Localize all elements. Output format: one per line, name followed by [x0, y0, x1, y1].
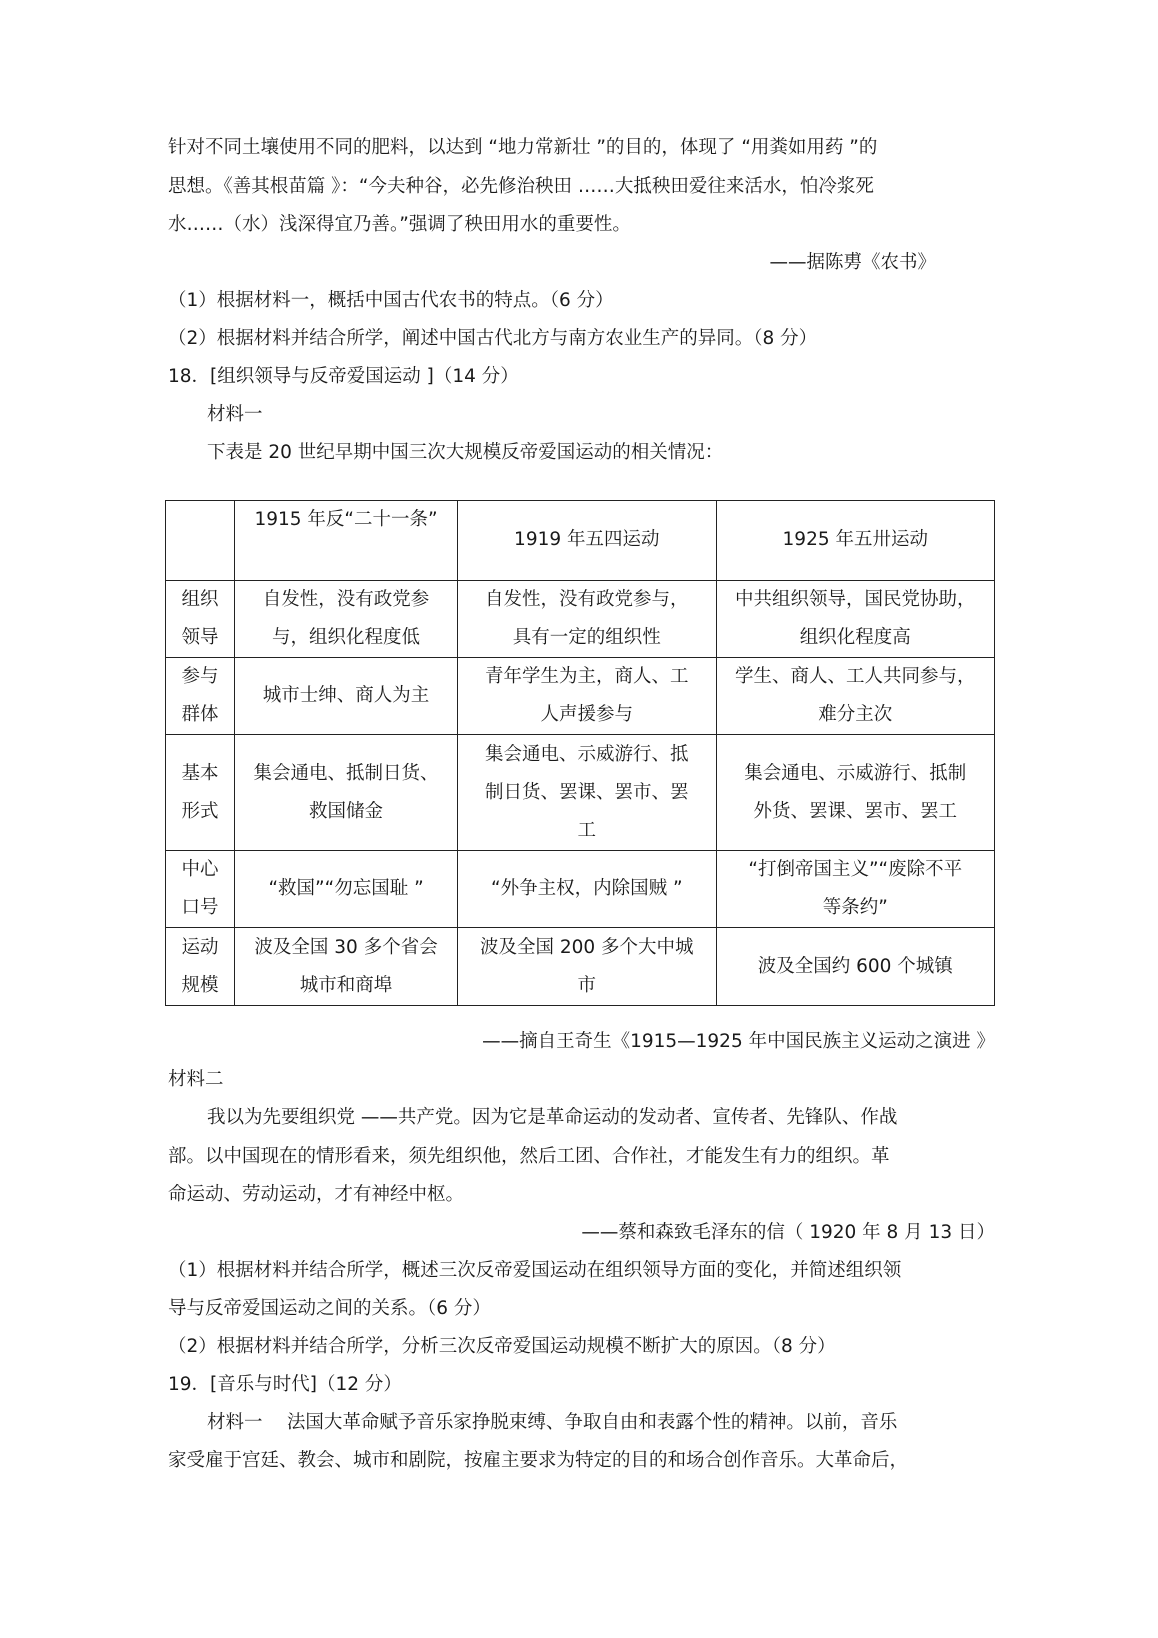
row-label: 组织 领导 [166, 581, 235, 658]
table-header-cell: 1915 年反“二十一条” [235, 501, 458, 581]
intro-line-1: 针对不同土壤使用不同的肥料，以达到 “地力常新壮 ”的目的，体现了 “用粪如用药 ”的 [168, 137, 878, 158]
table-header-empty [166, 501, 235, 581]
q19-m1-line-2: 家受雇于宫廷、教会、城市和剧院，按雇主要求为特定的目的和场合创作音乐。大革命后， [168, 1450, 909, 1471]
q18-m2-line-1: 我以为先要组织党 ——共产党。因为它是革命运动的发动者、宣传者、先锋队、作战 [207, 1107, 898, 1128]
table-cell: 集会通电、抵制日货、 救国储金 [235, 735, 458, 851]
table-cell: “打倒帝国主义”“废除不平 等条约” [716, 851, 994, 928]
q18-sub1-line-1: （1）根据材料并结合所学，概述三次反帝爱国运动在组织领导方面的变化，并简述组织领 [168, 1260, 902, 1281]
q18-material2-label: 材料二 [168, 1069, 224, 1090]
q18-m2-line-3: 命运动、劳动运动，才有神经中枢。 [168, 1184, 465, 1205]
table-row [166, 851, 995, 928]
table-header-cell: 1919 年五四运动 [458, 501, 717, 581]
table-source: ——摘自王奇生《1915—1925 年中国民族主义运动之演进 》 [482, 1031, 995, 1052]
table-cell: 自发性，没有政党参与， 具有一定的组织性 [458, 581, 717, 658]
row-label: 运动 规模 [166, 928, 235, 1006]
intro-source: ——据陈旉《农书》 [769, 252, 936, 273]
table-header-row [166, 501, 995, 581]
row-label: 中心 口号 [166, 851, 235, 928]
q18-sub1-line-2: 导与反帝爱国运动之间的关系。（6 分） [168, 1298, 491, 1319]
table-cell: 波及全国约 600 个城镇 [716, 928, 994, 1006]
q18-m2-line-2: 部。以中国现在的情形看来，须先组织他，然后工团、合作社，才能发生有力的组织。革 [168, 1146, 890, 1167]
table-cell: 波及全国 200 多个大中城 市 [458, 928, 717, 1006]
table-cell: 自发性，没有政党参 与，组织化程度低 [235, 581, 458, 658]
q17-sub1: （1）根据材料一，概括中国古代农书的特点。（6 分） [168, 290, 614, 311]
q18-table-intro: 下表是 20 世纪早期中国三次大规模反帝爱国运动的相关情况： [207, 442, 724, 463]
q17-sub2: （2）根据材料并结合所学，阐述中国古代北方与南方农业生产的异同。（8 分） [168, 328, 818, 349]
table-header-cell: 1925 年五卅运动 [716, 501, 994, 581]
q18-m2-source: ——蔡和森致毛泽东的信（ 1920 年 8 月 13 日） [581, 1222, 995, 1243]
table-cell: “救国”“勿忘国耻 ” [235, 851, 458, 928]
table-row [166, 735, 995, 851]
table-row [166, 658, 995, 735]
intro-line-3: 水……（水）浅深得宜乃善。”强调了秧田用水的重要性。 [168, 214, 631, 235]
table-cell: “外争主权，内除国贼 ” [458, 851, 717, 928]
q18-material1-label: 材料一 [207, 404, 263, 425]
row-label: 基本 形式 [166, 735, 235, 851]
table-cell: 学生、商人、工人共同参与， 难分主次 [716, 658, 994, 735]
table-cell: 城市士绅、商人为主 [235, 658, 458, 735]
table-cell: 集会通电、示威游行、抵 制日货、罢课、罢市、罢 工 [458, 735, 717, 851]
table-cell: 波及全国 30 多个省会 城市和商埠 [235, 928, 458, 1006]
table-cell: 中共组织领导，国民党协助， 组织化程度高 [716, 581, 994, 658]
table-cell: 集会通电、示威游行、抵制 外货、罢课、罢市、罢工 [716, 735, 994, 851]
table-row [166, 928, 995, 1006]
q18-heading: 18．[组织领导与反帝爱国运动 ]（14 分） [168, 366, 519, 387]
q19-m1-line-1: 材料一 法国大革命赋予音乐家挣脱束缚、争取自由和表露个性的精神。以前，音乐 [207, 1412, 898, 1433]
q18-sub2: （2）根据材料并结合所学，分析三次反帝爱国运动规模不断扩大的原因。（8 分） [168, 1336, 836, 1357]
table-row [166, 581, 995, 658]
row-label: 参与 群体 [166, 658, 235, 735]
q19-heading: 19．[音乐与时代]（12 分） [168, 1374, 402, 1395]
intro-line-2: 思想。《善其根苗篇 》：“今夫种谷，必先修治秧田 ……大抵秧田爱往来活水，怕冷浆死 [168, 176, 874, 197]
table-cell: 青年学生为主，商人、工 人声援参与 [458, 658, 717, 735]
movements-table [165, 500, 995, 1006]
